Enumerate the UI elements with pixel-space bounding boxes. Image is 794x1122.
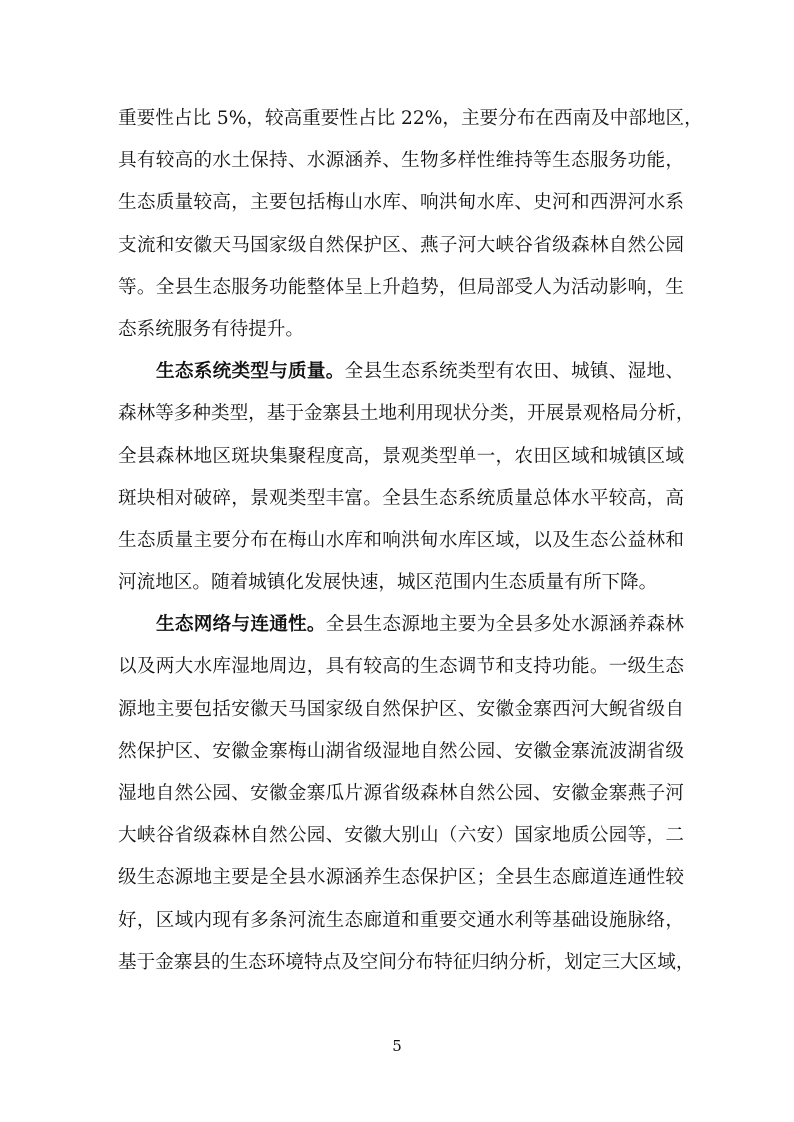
text-line: 森林等多种类型，基于金寨县土地利用现状分类，开展景观格局分析， — [118, 403, 695, 425]
text-line: 源地主要包括安徽天马国家级自然保护区、安徽金寨西河大鲵省级自 — [118, 698, 684, 720]
paragraph-ecological-network — [118, 604, 695, 984]
body-text — [118, 98, 703, 984]
text-line: 湿地自然公园、安徽金寨瓜片源省级森林自然公园、安徽金寨燕子河 — [118, 783, 684, 804]
text-line: 等。全县生态服务功能整体呈上升趋势，但局部受人为活动影响，生 — [118, 276, 684, 298]
text-line: 生态质量较高，主要包括梅山水库、响洪甸水库、史河和西淠河水系 — [118, 192, 684, 214]
section-heading-ecosystem-type: 生态系统类型与质量。 — [156, 361, 345, 383]
text-line — [118, 351, 684, 393]
text-line: 级生态源地主要是全县水源涵养生态保护区；全县生态廊道连通性较 — [118, 867, 684, 889]
text-line: 具有较高的水土保持、水源涵养、生物多样性维持等生态服务功能， — [118, 150, 684, 172]
text-line: 重要性占比 5%，较高重要性占比 22%，主要分布在西南及中部地区， — [118, 108, 703, 129]
text-line: 然保护区、安徽金寨梅山湖省级湿地自然公园、安徽金寨流波湖省级 — [118, 740, 684, 762]
text-line: 以及两大水库湿地周边，具有较高的生态调节和支持功能。一级生态 — [118, 656, 684, 678]
text-line — [118, 604, 684, 646]
text-span: 全县生态源地主要为全县多处水源涵养森林 — [325, 614, 684, 636]
text-line: 全县森林地区斑块集聚程度高，景观类型单一，农田区域和城镇区域 — [118, 445, 684, 467]
text-line: 态系统服务有待提升。 — [118, 318, 304, 340]
paragraph-ecosystem-type-quality — [118, 351, 695, 604]
text-line: 大峡谷省级森林自然公园、安徽大别山（六安）国家地质公园等，二 — [118, 825, 684, 847]
section-heading-ecological-network: 生态网络与连通性。 — [156, 614, 326, 636]
text-line: 生态质量主要分布在梅山水库和响洪甸水库区域，以及生态公益林和 — [118, 529, 684, 551]
text-line: 支流和安徽天马国家级自然保护区、燕子河大峡谷省级森林自然公园 — [118, 234, 684, 256]
text-line: 好，区域内现有多条河流生态廊道和重要交通水利等基础设施脉络， — [118, 909, 684, 931]
paragraph-ecosystem-services — [118, 98, 703, 351]
text-span: 全县生态系统类型有农田、城镇、湿地、 — [344, 361, 684, 383]
text-line: 基于金寨县的生态环境特点及空间分布特征归纳分析，划定三大区域， — [118, 951, 695, 973]
text-line: 斑块相对破碎，景观类型丰富。全县生态系统质量总体水平较高，高 — [118, 487, 684, 509]
text-line: 河流地区。随着城镇化发展快速，城区范围内生态质量有所下降。 — [118, 572, 658, 594]
page-number: 5 — [392, 1037, 402, 1055]
